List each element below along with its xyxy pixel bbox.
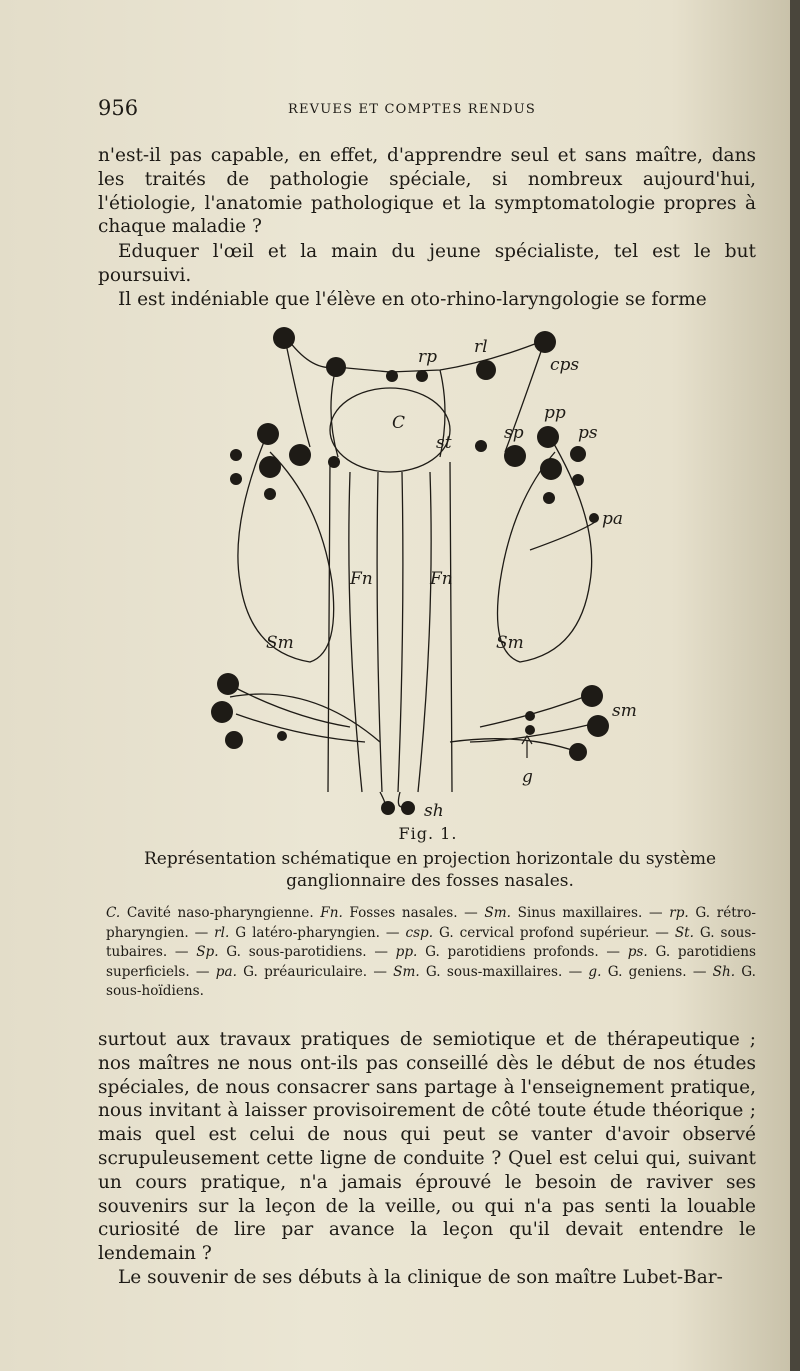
label-sm-right: Sm bbox=[496, 633, 524, 653]
legend-abbr: rl. bbox=[214, 924, 230, 941]
legend-text: Cavité naso-pharyngienne. bbox=[120, 905, 321, 921]
legend-text: G latéro-pharyngien. — bbox=[229, 924, 406, 941]
legend-text: Fosses nasales. — bbox=[342, 905, 485, 921]
legend-text: G. parotidiens profonds. — bbox=[417, 944, 628, 961]
label-st: st bbox=[436, 433, 452, 453]
legend-text: G. cervical profond supérieur. — bbox=[433, 924, 675, 941]
paragraph-eduquer: Eduquer l'œil et la main du jeune spécialiste, tel est le but poursuivi. bbox=[98, 241, 756, 286]
legend-text: G. parotidiens superficiels. — bbox=[106, 944, 756, 980]
septum-lines bbox=[377, 472, 403, 792]
legend-abbr: Sm. bbox=[393, 963, 420, 980]
label-c: C bbox=[392, 413, 406, 433]
legend-text: G. sous-parotidiens. — bbox=[218, 944, 396, 961]
legend-abbr: Sh. bbox=[712, 963, 736, 980]
schematic-diagram bbox=[200, 322, 660, 822]
label-cps: cps bbox=[550, 355, 580, 375]
paragraph-continuation: n'est-il pas capable, en effet, d'apprendre seul et sans maître, dans les traités de pathologie spéciale, si nombreux aujourd'hui, l'étiologie, l'anatomie pathologique et la symptomatologie propres à chaque maladie ? bbox=[98, 145, 756, 238]
paragraph-souvenir: Le souvenir de ses débuts à la clinique de son maître Lubet-Bar- bbox=[118, 1267, 723, 1288]
legend-abbr: Fn. bbox=[320, 905, 343, 921]
legend-abbr: St. bbox=[674, 924, 694, 941]
page-edge bbox=[790, 0, 800, 1371]
label-sm-left: Sm bbox=[266, 633, 294, 653]
nasopharynx-outline bbox=[330, 388, 450, 472]
label-pp: pp bbox=[544, 403, 566, 423]
label-g: g bbox=[522, 767, 533, 787]
outer-fossa-lines bbox=[328, 462, 452, 792]
figure-legend bbox=[106, 904, 756, 1002]
legend-abbr: rp. bbox=[669, 905, 689, 921]
paragraph-indeniable: Il est indéniable que l'élève en oto-rhino-laryngologie se forme bbox=[118, 289, 707, 310]
page-header bbox=[98, 96, 758, 124]
legend-text: G. sous-tubaires. — bbox=[106, 924, 756, 961]
legend-abbr: Sp. bbox=[196, 944, 219, 961]
legend-text: G. sous-hoïdiens. bbox=[106, 963, 756, 1000]
legend-text: G. sous-maxillaires. — bbox=[419, 963, 589, 980]
legend-abbr: C. bbox=[106, 905, 121, 921]
label-sh: sh bbox=[424, 801, 444, 821]
label-rl: rl bbox=[474, 337, 488, 357]
label-sp: sp bbox=[504, 423, 524, 443]
label-fn-left: Fn bbox=[350, 569, 373, 589]
label-rp: rp bbox=[418, 347, 438, 367]
legend-abbr: ps. bbox=[627, 944, 648, 961]
legend-abbr: pp. bbox=[395, 944, 418, 961]
legend-abbr: Sm. bbox=[484, 905, 511, 921]
lymph-node-figure bbox=[200, 322, 660, 822]
legend-abbr: csp. bbox=[405, 924, 434, 941]
figure-title: Fig. 1. bbox=[398, 824, 458, 843]
legend-abbr: pa. bbox=[215, 963, 237, 980]
label-ps: ps bbox=[578, 423, 598, 443]
page-number: 956 bbox=[98, 96, 139, 120]
label-pa: pa bbox=[602, 509, 624, 529]
legend-abbr: g. bbox=[588, 963, 602, 980]
legend-text: Sinus maxillaires. — bbox=[510, 905, 670, 921]
left-sinus-outline bbox=[238, 432, 334, 662]
legend-text: G. rétro-pharyngien. — bbox=[106, 905, 756, 941]
label-fn-right: Fn bbox=[430, 569, 453, 589]
figure-caption: Représentation schématique en projection horizontale du système ganglionnaire des fosses nasales. bbox=[143, 849, 717, 891]
legend-text: G. préauriculaire. — bbox=[236, 963, 394, 980]
running-head: REVUES ET COMPTES RENDUS bbox=[288, 102, 537, 117]
legend-text: G. geniens. — bbox=[601, 963, 713, 980]
paragraph-surtout: surtout aux travaux pratiques de semiotique et de thérapeutique ; nos maîtres ne nous ont-ils pas conseillé dès le début de nos études spéciales, de nous consacrer sans partage à l'enseignement pratique, nous invitant à laisser provisoirement de côté toute étude théorique ; mais quel est celui de nous qui peut se vanter d'avoir observé scrupuleusement cette ligne de conduite ? Quel est celui qui, suivant un cours pratique, n'a jamais éprouvé le besoin de raviver ses souvenirs sur la leçon de la veille, ou qui n'a pas senti la louable curiosité de lire par avance la leçon qu'il devait entendre le lendemain ? bbox=[98, 1029, 756, 1265]
label-sm-small: sm bbox=[612, 701, 637, 721]
